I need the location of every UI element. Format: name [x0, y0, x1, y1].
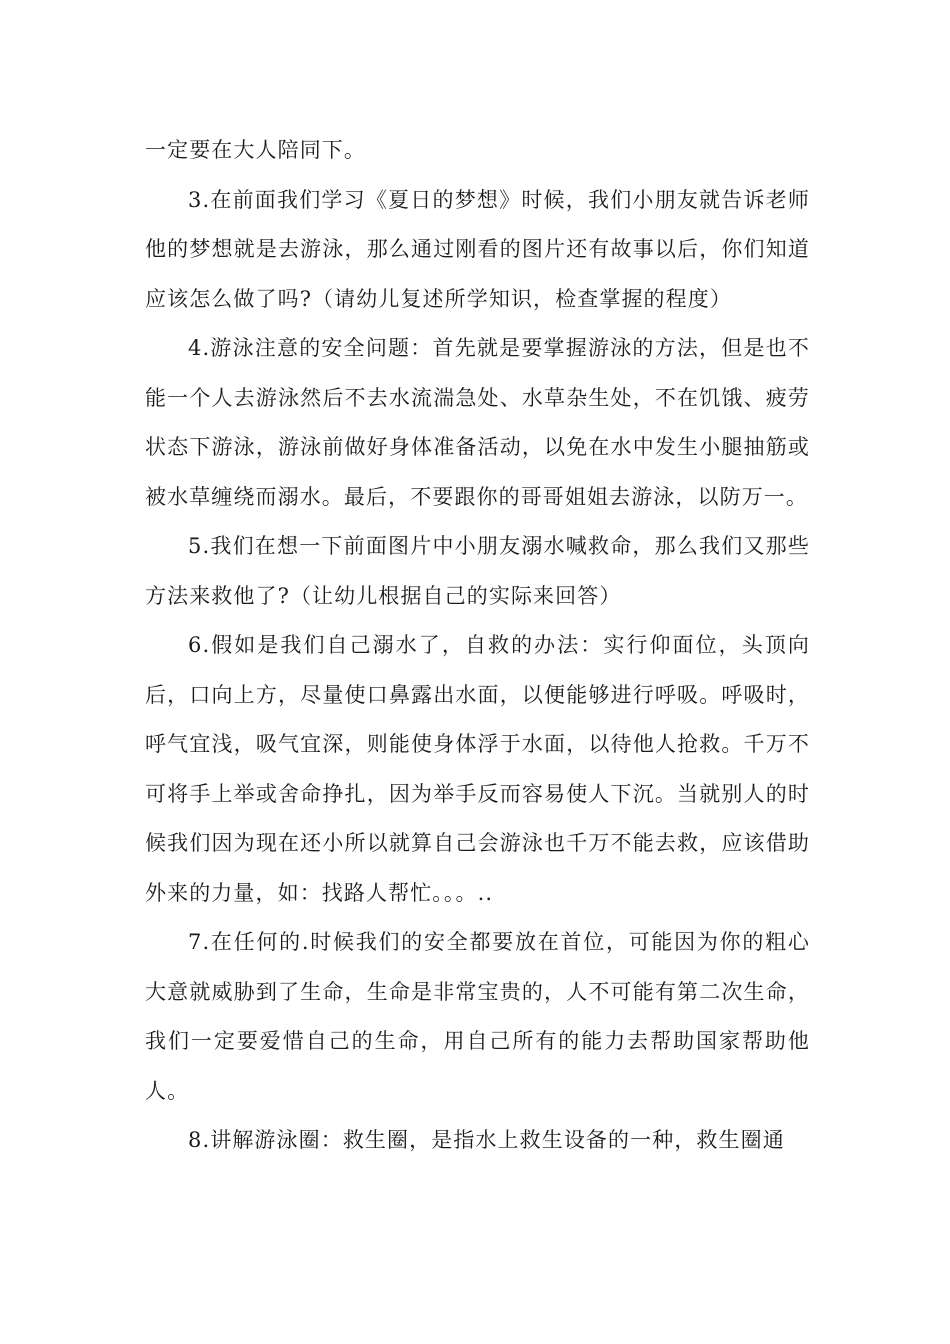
paragraph-item-8: 8.讲解游泳圈：救生圈，是指水上救生设备的一种，救生圈通 — [188, 1128, 785, 1152]
paragraph-item-3: 3.在前面我们学习《夏日的梦想》时候，我们小朋友就告诉老师他的梦想就是去游泳，那么通过刚看的图片还有故事以后，你们知道应该怎么做了吗?（请幼儿复述所学知识，检查掌握的程度） — [145, 187, 810, 311]
document-body — [145, 126, 810, 1166]
paragraph-continuation: 一定要在大人陪同下。 — [145, 138, 366, 162]
paragraph-item-7: 7.在任何的.时候我们的安全都要放在首位，可能因为你的粗心大意就威胁到了生命，生命是非常宝贵的，人不可能有第二次生命，我们一定要爱惜自己的生命，用自己所有的能力去帮助国家帮助他人。 — [145, 930, 810, 1103]
paragraph-item-6: 6.假如是我们自己溺水了，自救的办法：实行仰面位，头顶向后，口向上方，尽量使口鼻露出水面，以便能够进行呼吸。呼吸时，呼气宜浅，吸气宜深，则能使身体浮于水面，以待他人抢救。千万不可将手上举或舍命挣扎，因为举手反而容易使人下沉。当就别人的时候我们因为现在还小所以就算自己会游泳也千万不能去救，应该借助外来的力量，如：找路人帮忙。。。.. — [145, 633, 810, 905]
paragraph-item-4: 4.游泳注意的安全问题：首先就是要掌握游泳的方法，但是也不能一个人去游泳然后不去水流湍急处、水草杂生处，不在饥饿、疲劳状态下游泳，游泳前做好身体准备活动，以免在水中发生小腿抽筋或被水草缠绕而溺水。最后，不要跟你的哥哥姐姐去游泳，以防万一。 — [145, 336, 810, 509]
paragraph-item-5: 5.我们在想一下前面图片中小朋友溺水喊救命，那么我们又那些方法来救他了?（让幼儿根据自己的实际来回答） — [145, 534, 810, 608]
